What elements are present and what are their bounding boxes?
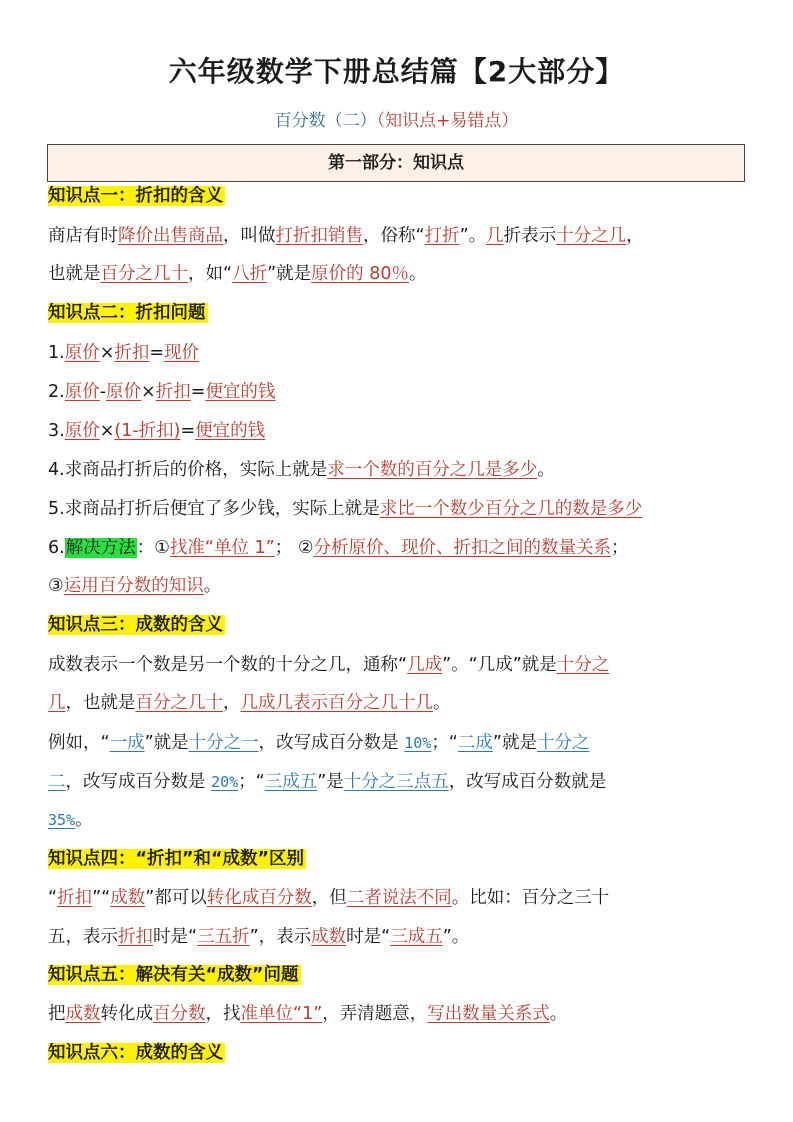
- key-term: 百分之几十: [135, 693, 223, 713]
- key-term: 八折: [232, 264, 268, 284]
- key-term: 转化成百分数: [206, 888, 312, 908]
- key-term: 一成: [109, 733, 145, 753]
- text-segment: ”都可以: [145, 888, 207, 908]
- text-line: [48, 495, 642, 523]
- text-segment: 。: [203, 576, 222, 596]
- text-line: [48, 339, 199, 367]
- text-segment: 商店有时: [48, 226, 118, 246]
- text-segment: ； ②: [274, 538, 314, 558]
- text-segment: 。: [537, 460, 555, 480]
- text-segment: ，叫做: [223, 226, 276, 246]
- key-term: 折扣: [57, 888, 93, 908]
- key-term: 折扣: [118, 927, 153, 947]
- text-segment: ，改写成百分数就是: [448, 772, 607, 792]
- text-segment: ，但: [311, 888, 347, 908]
- key-term: 成数: [311, 927, 347, 947]
- key-term: 打折: [424, 226, 460, 246]
- text-segment: ，: [223, 693, 241, 713]
- text-segment: ，改写成百分数是: [65, 772, 212, 792]
- heading-label: 知识点三：成数的含义: [48, 615, 223, 635]
- key-term: 求一个数的百分之几是多少: [327, 460, 538, 480]
- text-line: [48, 260, 427, 288]
- key-term: 现价: [164, 343, 200, 363]
- text-segment: ：①: [136, 538, 170, 558]
- key-term: 几成: [407, 655, 443, 675]
- text-segment: ，弄清题意，: [322, 1004, 428, 1024]
- text-line: [48, 884, 609, 912]
- key-term: 百分之几十: [100, 264, 188, 284]
- text-segment: ”。: [459, 226, 487, 246]
- text-segment: =: [190, 382, 206, 402]
- key-term: 二者说法不同: [346, 888, 452, 908]
- key-term: 二成: [457, 733, 493, 753]
- text-line: [48, 1000, 567, 1028]
- key-term: 运用百分数的知识: [63, 576, 204, 596]
- key-term: 写出数量关系式: [427, 1004, 550, 1024]
- text-line: [48, 806, 93, 834]
- text-segment: 转化成: [100, 1004, 153, 1024]
- text-line: [48, 923, 469, 951]
- subtitle-main: 百分数（二）: [274, 111, 377, 131]
- text-segment: ，改写成百分数是: [258, 733, 405, 753]
- text-segment: ”。: [442, 927, 470, 947]
- key-term: 原价: [106, 382, 142, 402]
- key-term: 二: [48, 772, 66, 792]
- text-segment: 3.: [48, 421, 65, 441]
- knowledge-point-heading: [48, 961, 301, 989]
- heading-label: 知识点二：折扣问题: [48, 303, 206, 323]
- key-term: 20%: [211, 773, 239, 791]
- key-term: 几成几表示百分之几十几: [240, 693, 433, 713]
- text-line: [48, 222, 644, 250]
- key-term: 分析原价、现价、折扣之间的数量关系: [313, 538, 612, 558]
- key-term: 百分数: [153, 1004, 206, 1024]
- highlight-label: 解决方法: [65, 538, 136, 558]
- text-segment: 五，表示: [48, 927, 118, 947]
- key-term: 35%: [48, 811, 76, 829]
- text-segment: 成数表示一个数是另一个数的十分之几，通称“: [48, 655, 408, 675]
- text-segment: ；“: [431, 733, 458, 753]
- text-segment: ，: [626, 226, 644, 246]
- text-segment: ，俗称“: [363, 226, 425, 246]
- text-line: [48, 768, 606, 796]
- key-term: 原价: [64, 343, 100, 363]
- text-segment: 5.求商品打折后便宜了多少钱，实际上就是: [48, 499, 380, 519]
- text-line: [48, 417, 265, 445]
- text-segment: ”是: [317, 772, 344, 792]
- key-term: 三成五: [264, 772, 318, 792]
- key-term: 几: [48, 693, 66, 713]
- knowledge-point-heading: [48, 611, 225, 639]
- key-term: 原价的 80％: [311, 264, 409, 284]
- key-term: 几: [486, 226, 504, 246]
- key-term: (1-折扣): [114, 421, 181, 441]
- text-segment: 1.: [48, 343, 65, 363]
- knowledge-point-heading: [48, 1039, 225, 1067]
- heading-label: 知识点六：成数的含义: [48, 1043, 223, 1063]
- text-segment: 。: [433, 693, 451, 713]
- text-segment: 折表示: [503, 226, 557, 246]
- text-segment: ；“: [238, 772, 265, 792]
- key-term: 成数: [110, 888, 146, 908]
- key-term: 折扣: [155, 382, 191, 402]
- text-segment: ”就是: [492, 733, 537, 753]
- text-segment: ，也就是: [65, 693, 136, 713]
- key-term: 便宜的钱: [195, 421, 266, 441]
- text-line: [48, 689, 451, 717]
- text-segment: 时是“: [346, 927, 391, 947]
- text-segment: ×: [99, 421, 115, 441]
- key-term: 求比一个数少百分之几的数是多少: [379, 499, 643, 519]
- key-term: 十分之几: [556, 226, 627, 246]
- key-term: 十分之三点五: [343, 772, 449, 792]
- key-term: 原价: [64, 421, 100, 441]
- text-segment: 例如，“: [48, 733, 110, 753]
- text-line: [48, 729, 589, 757]
- key-term: 原价: [64, 382, 100, 402]
- key-term: 准单位“1”: [240, 1004, 323, 1024]
- text-segment: 。: [549, 1004, 568, 1024]
- key-term: 十分之一: [188, 733, 259, 753]
- key-term: 三五折: [197, 927, 250, 947]
- key-term: 10%: [404, 734, 432, 752]
- subtitle-paren: （知识点+易错点）: [376, 111, 519, 131]
- key-term: 十分之: [536, 733, 590, 753]
- text-segment: 把: [48, 1004, 66, 1024]
- text-segment: =: [180, 421, 196, 441]
- key-term: 便宜的钱: [205, 382, 276, 402]
- text-segment: ”“: [92, 888, 111, 908]
- text-segment: 。: [75, 810, 93, 830]
- text-line: [48, 651, 609, 679]
- text-segment: 。比如：百分之三十: [451, 888, 610, 908]
- text-segment: 2.: [48, 382, 65, 402]
- key-term: 打折扣销售: [275, 226, 363, 246]
- text-segment: ，找: [205, 1004, 241, 1024]
- document-title: 六年级数学下册总结篇【2大部分】: [168, 55, 625, 88]
- key-term: 成数: [65, 1004, 101, 1024]
- text-segment: 4.求商品打折后的价格，实际上就是: [48, 460, 328, 480]
- text-segment: 时是“: [153, 927, 198, 947]
- section-header: 第一部分：知识点: [47, 144, 745, 182]
- key-term: 十分之: [556, 655, 610, 675]
- text-segment: =: [149, 343, 165, 363]
- text-segment: -: [99, 382, 107, 402]
- knowledge-point-heading: [48, 845, 306, 873]
- heading-label: 知识点五：解决有关“成数”问题: [48, 965, 299, 985]
- text-line: [48, 534, 629, 562]
- text-segment: ③: [48, 576, 64, 596]
- text-line: [48, 378, 275, 406]
- knowledge-point-heading: [48, 182, 225, 210]
- document-subtitle: [0, 106, 793, 131]
- text-segment: ”就是: [267, 264, 312, 284]
- text-segment: ×: [141, 382, 156, 402]
- text-segment: 6.: [48, 538, 65, 558]
- text-line: [48, 572, 221, 600]
- key-term: 找准“单位 1”: [169, 538, 275, 558]
- knowledge-point-heading: [48, 299, 208, 327]
- heading-label: 知识点四：“折扣”和“成数”区别: [48, 849, 305, 869]
- text-line: [48, 456, 555, 484]
- text-segment: ，如“: [188, 264, 233, 284]
- text-segment: ；: [611, 538, 629, 558]
- key-term: 三成五: [390, 927, 443, 947]
- text-segment: ”就是: [144, 733, 189, 753]
- key-term: 降价出售商品: [118, 226, 223, 246]
- text-segment: “: [48, 888, 58, 908]
- text-segment: ”。“几成”就是: [442, 655, 557, 675]
- text-segment: ”，表示: [249, 927, 312, 947]
- key-term: 折扣: [114, 343, 150, 363]
- heading-label: 知识点一：折扣的含义: [48, 186, 223, 206]
- text-segment: 也就是: [48, 264, 101, 284]
- text-segment: 。: [409, 264, 427, 284]
- text-segment: ×: [99, 343, 115, 363]
